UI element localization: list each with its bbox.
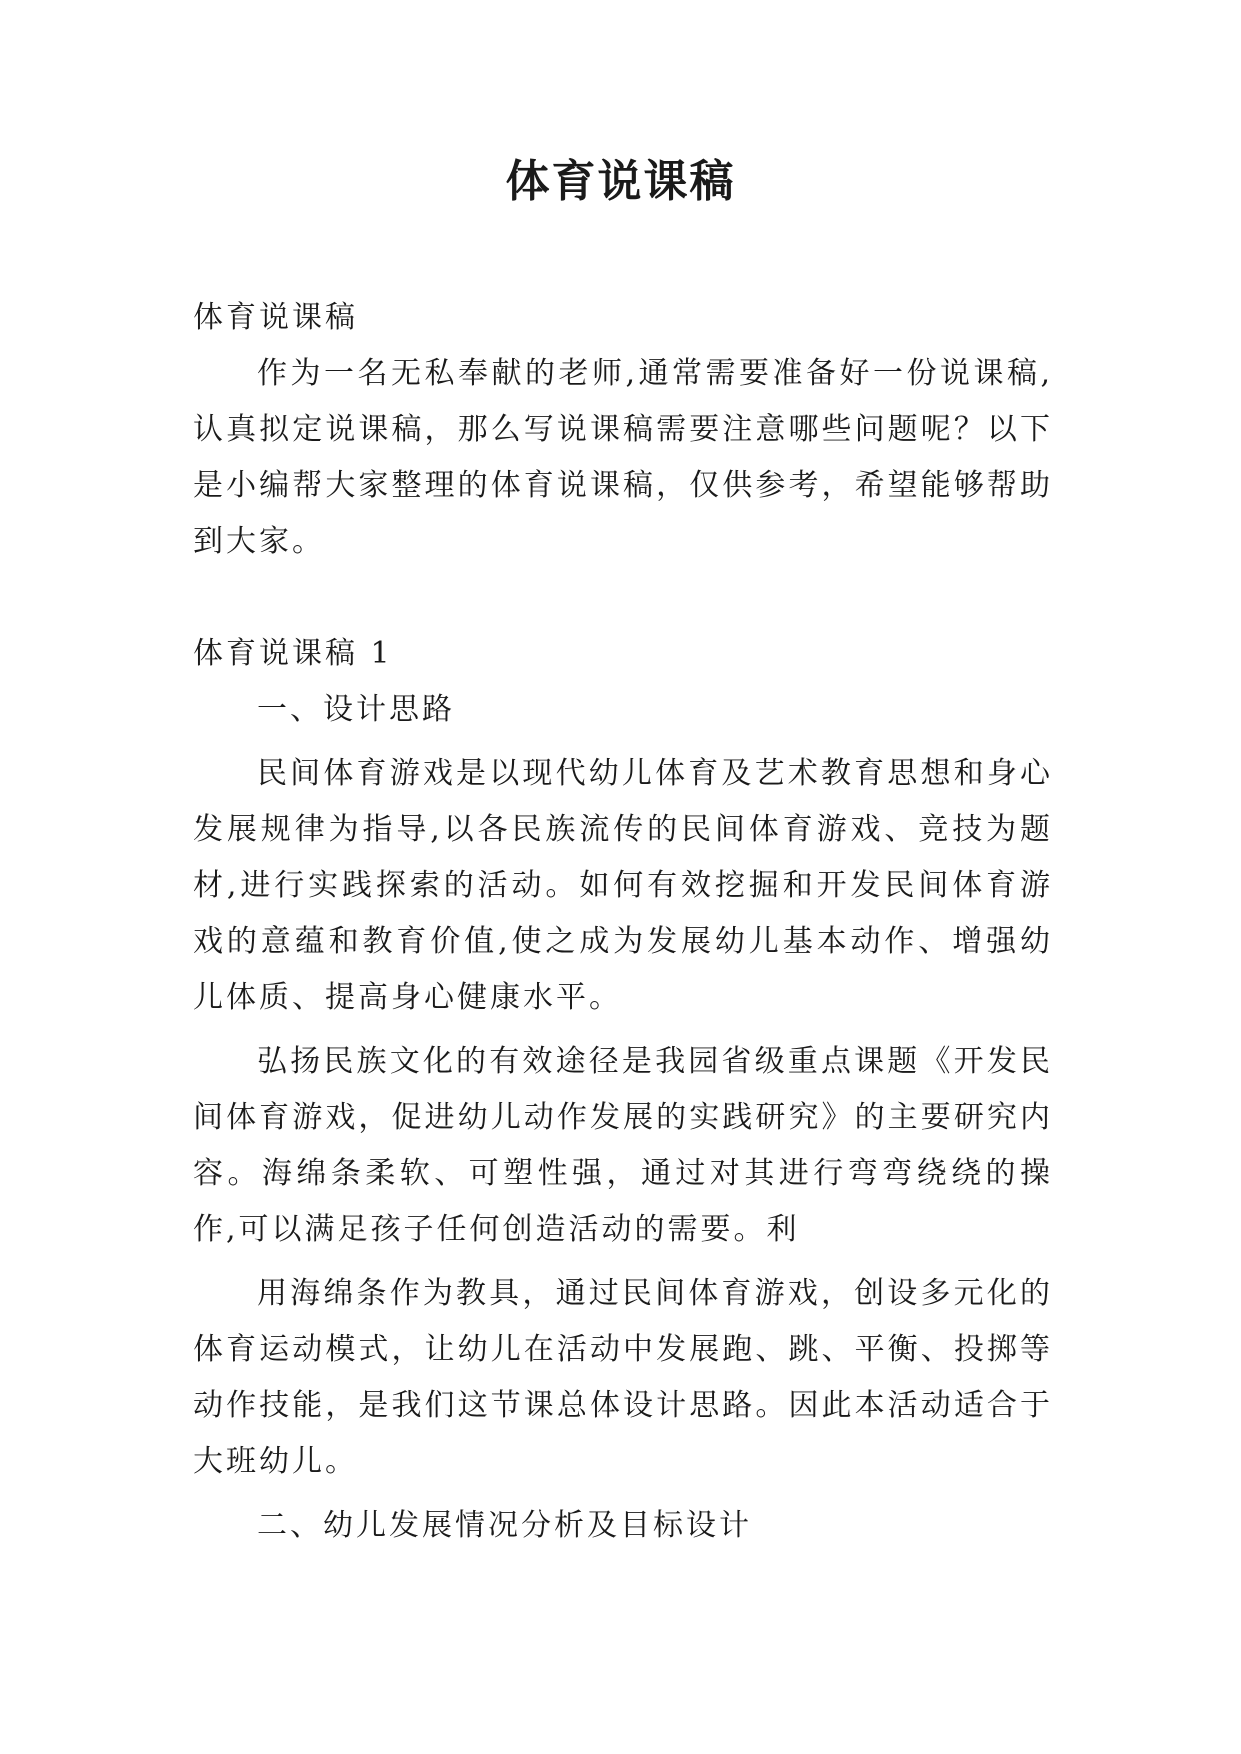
- subsection-heading: 二、幼儿发展情况分析及目标设计: [257, 1508, 752, 1543]
- subsection-heading: 一、设计思路: [257, 692, 455, 727]
- paragraph-body: 民间体育游戏是以现代幼儿体育及艺术教育思想和身心发展规律为指导,以各民族流传的民间体育游戏、竞技为题材,进行实践探索的活动。如何有效挖掘和开发民间体育游戏的意蕴和教育价值,使之成为发展幼儿基本动作、增强幼儿体质、提高身心健康水平。: [193, 756, 1053, 1015]
- document-title: 体育说课稿: [505, 156, 736, 207]
- paragraph-intro: 作为一名无私奉献的老师,通常需要准备好一份说课稿,认真拟定说课稿，那么写说课稿需要注意哪些问题呢？以下是小编帮大家整理的体育说课稿，仅供参考，希望能够帮助到大家。: [193, 356, 1053, 559]
- paragraph-body: 弘扬民族文化的有效途径是我园省级重点课题《开发民间体育游戏，促进幼儿动作发展的实践研究》的主要研究内容。海绵条柔软、可塑性强，通过对其进行弯弯绕绕的操作,可以满足孩子任何创造活动的需要。利: [193, 1044, 1053, 1247]
- paragraph-heading: 体育说课稿: [193, 300, 358, 335]
- paragraph-body: 用海绵条作为教具，通过民间体育游戏，创设多元化的体育运动模式，让幼儿在活动中发展跑、跳、平衡、投掷等动作技能，是我们这节课总体设计思路。因此本活动适合于大班幼儿。: [193, 1276, 1053, 1479]
- document-body: [193, 290, 1053, 1554]
- section-heading: 体育说课稿 1: [193, 636, 393, 671]
